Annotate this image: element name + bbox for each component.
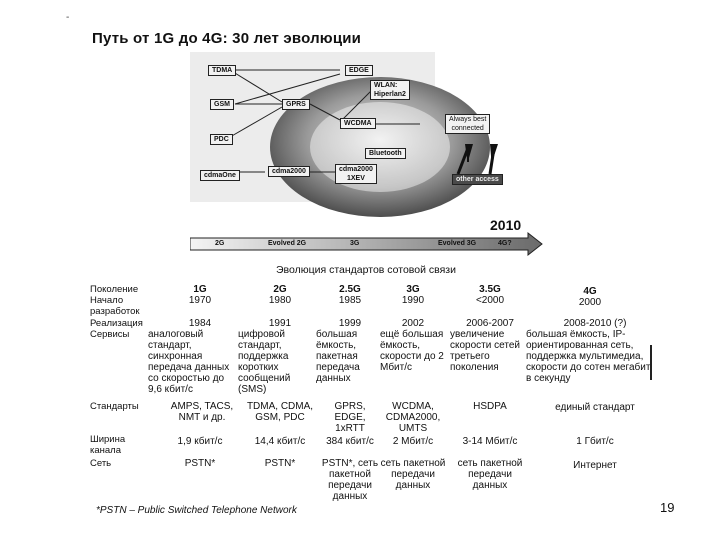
label-start: Начало разработок <box>90 295 140 317</box>
slide-title: Путь от 1G до 4G: 30 лет эволюции <box>92 30 362 47</box>
start-1g: 1970 <box>188 295 212 306</box>
label-standards: Стандарты <box>90 401 139 412</box>
timeline-2g: 2G <box>215 240 225 247</box>
box-gprs: GPRS <box>282 99 310 110</box>
services-4g: большая ёмкость, IP- ориентированная сеть, поддержка мультимедиа, скорости до сотен мегабит в секунду <box>526 329 651 384</box>
network-2g: PSTN* <box>264 458 296 469</box>
label-deploy: Реализация <box>90 318 143 329</box>
box-tdma: TDMA <box>208 65 236 76</box>
footnote: *PSTN – Public Switched Telephone Network <box>96 505 297 516</box>
label-services: Сервисы <box>90 329 130 340</box>
services-3g: ещё большая ёмкость, скорости до 2 Мбит/с <box>380 329 444 373</box>
gen-2g: 2G <box>273 284 287 295</box>
gen-2-5g: 2.5G <box>339 284 361 295</box>
label-generation: Поколение <box>90 284 139 295</box>
timeline-arrow <box>190 233 542 255</box>
bandwidth-2-5g: 384 кбит/с <box>326 436 374 447</box>
stray-mark: - <box>66 12 70 23</box>
box-bluetooth: Bluetooth <box>365 148 406 159</box>
gen-3g: 3G <box>406 284 420 295</box>
start-3g: 1990 <box>401 295 425 306</box>
network-3-5g: сеть пакетной передачи данных <box>457 458 523 491</box>
box-cdma2000: cdma2000 <box>268 166 310 177</box>
page-number: 19 <box>660 500 675 515</box>
standards-4g: единый стандарт <box>555 402 635 413</box>
box-gsm: GSM <box>210 99 234 110</box>
start-2-5g: 1985 <box>338 295 362 306</box>
standards-1g: AMPS, TACS, NMT и др. <box>170 401 234 423</box>
bandwidth-3-5g: 3-14 Мбит/с <box>462 436 518 447</box>
deploy-2g: 1991 <box>268 318 292 329</box>
standards-3g: WCDMA, CDMA2000, UMTS <box>385 401 441 434</box>
gen-1g: 1G <box>193 284 207 295</box>
deploy-1g: 1984 <box>188 318 212 329</box>
year-label: 2010 <box>490 217 522 233</box>
box-always-best-connected: Always best connected <box>445 114 490 134</box>
services-2g: цифровой стандарт, поддержка коротких сообщений (SMS) <box>238 329 291 395</box>
services-2-5g: большая ёмкость, пакетная передача данных <box>316 329 360 384</box>
bandwidth-2g: 14,4 кбит/с <box>254 436 306 447</box>
box-cdma2000-1xev: cdma2000 1XEV <box>335 164 377 184</box>
deploy-4g: 2008-2010 (?) <box>563 318 627 329</box>
network-1g: PSTN* <box>184 458 216 469</box>
timeline-4g: 4G? <box>498 240 512 247</box>
box-wcdma: WCDMA <box>340 118 376 129</box>
bandwidth-4g: 1 Гбит/с <box>576 436 614 447</box>
start-4g: 2000 <box>578 297 602 308</box>
deploy-3-5g: 2006-2007 <box>466 318 514 329</box>
box-edge: EDGE <box>345 65 373 76</box>
label-network: Сеть <box>90 458 112 469</box>
gen-4g: 4G <box>583 286 597 297</box>
services-3-5g: увеличение скорости сетей третьего поколения <box>450 329 520 373</box>
start-3-5g: <2000 <box>475 295 505 306</box>
network-2-5g: PSTN*, сеть пакетной передачи данных <box>321 458 379 502</box>
bandwidth-1g: 1,9 кбит/с <box>177 436 223 447</box>
timeline-evolved-3g: Evolved 3G <box>438 240 477 247</box>
network-3g: сеть пакетной передачи данных <box>380 458 446 491</box>
services-1g: аналоговый стандарт, синхронная передача данных со скоростью до 9,6 кбит/с <box>148 329 230 395</box>
timeline-3g: 3G <box>350 240 360 247</box>
deploy-2-5g: 1999 <box>338 318 362 329</box>
margin-bar <box>650 345 652 380</box>
standards-2g: TDMA, CDMA, GSM, PDC <box>246 401 314 423</box>
evolution-diagram <box>190 52 550 262</box>
start-2g: 1980 <box>268 295 292 306</box>
box-pdc: PDC <box>210 134 233 145</box>
label-bandwidth: Ширина канала <box>90 434 126 456</box>
box-other-access: other access <box>452 174 503 185</box>
standards-3-5g: HSDPA <box>473 401 507 412</box>
network-4g: Интернет <box>573 460 617 471</box>
diagram-caption: Эволюция стандартов сотовой связи <box>276 264 456 276</box>
box-wlan: WLAN: Hiperlan2 <box>370 80 410 100</box>
deploy-3g: 2002 <box>401 318 425 329</box>
bandwidth-3g: 2 Мбит/с <box>392 436 434 447</box>
box-cdmaone: cdmaOne <box>200 170 240 181</box>
standards-2-5g: GPRS, EDGE, 1xRTT <box>334 401 366 434</box>
timeline-evolved-2g: Evolved 2G <box>268 240 307 247</box>
gen-3-5g: 3.5G <box>479 284 501 295</box>
